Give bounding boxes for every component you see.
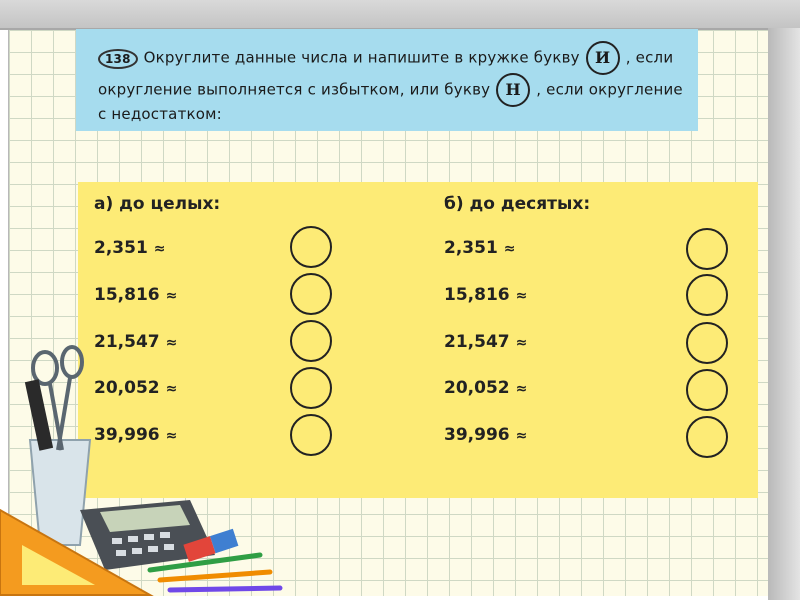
task-text-1-tail: , если [625, 48, 674, 67]
stationery-clipart [0, 340, 300, 600]
number-value: 20,052 [444, 378, 510, 398]
answer-circle-a1[interactable] [290, 226, 332, 268]
number-value: 39,996 [444, 425, 510, 445]
number-value: 20,052 [94, 378, 160, 398]
approx-sign: ≈ [165, 381, 178, 397]
answer-circle-b3[interactable] [686, 322, 728, 364]
task-line-3: с недостатком: [98, 105, 222, 123]
approx-sign: ≈ [515, 288, 528, 304]
column-b-number [444, 285, 527, 305]
task-statement [76, 29, 698, 131]
task-text-2-tail: , если округление [536, 80, 683, 99]
answer-circle-b2[interactable] [686, 274, 728, 316]
answer-circle-b1[interactable] [686, 228, 728, 270]
approx-sign: ≈ [515, 335, 528, 351]
approx-sign: ≈ [503, 241, 516, 257]
column-b-title: б) до десятых: [444, 194, 591, 214]
number-value: 21,547 [444, 332, 510, 352]
column-a-number [94, 238, 166, 258]
task-text-1: Округлите данные числа и напишите в кружке букву [143, 48, 580, 67]
number-value: 15,816 [94, 285, 160, 305]
column-a-number [94, 285, 177, 305]
number-value: 21,547 [94, 332, 160, 352]
column-b-number [444, 332, 527, 352]
number-value: 2,351 [444, 238, 498, 258]
answer-circle-b4[interactable] [686, 369, 728, 411]
column-b-number [444, 425, 527, 445]
number-value: 39,996 [94, 425, 160, 445]
approx-sign: ≈ [515, 428, 528, 444]
number-value: 2,351 [94, 238, 148, 258]
column-b-number [444, 378, 527, 398]
approx-sign: ≈ [153, 241, 166, 257]
top-bar [0, 0, 800, 30]
approx-sign: ≈ [165, 428, 178, 444]
answer-circle-a2[interactable] [290, 273, 332, 315]
task-text-2: округление выполняется с избытком, или букву [98, 80, 491, 99]
task-line-1 [98, 41, 673, 75]
letter-up-circle: И [586, 41, 620, 75]
letter-down-circle: Н [496, 73, 530, 107]
number-value: 15,816 [444, 285, 510, 305]
column-a-title: а) до целых: [94, 194, 221, 214]
task-number-badge: 138 [98, 49, 138, 69]
approx-sign: ≈ [515, 381, 528, 397]
task-line-2 [98, 73, 683, 107]
answer-circle-b5[interactable] [686, 416, 728, 458]
approx-sign: ≈ [165, 335, 178, 351]
approx-sign: ≈ [165, 288, 178, 304]
column-b-number [444, 238, 516, 258]
page-edge [768, 28, 800, 600]
pencil-cup-icon [30, 440, 90, 545]
